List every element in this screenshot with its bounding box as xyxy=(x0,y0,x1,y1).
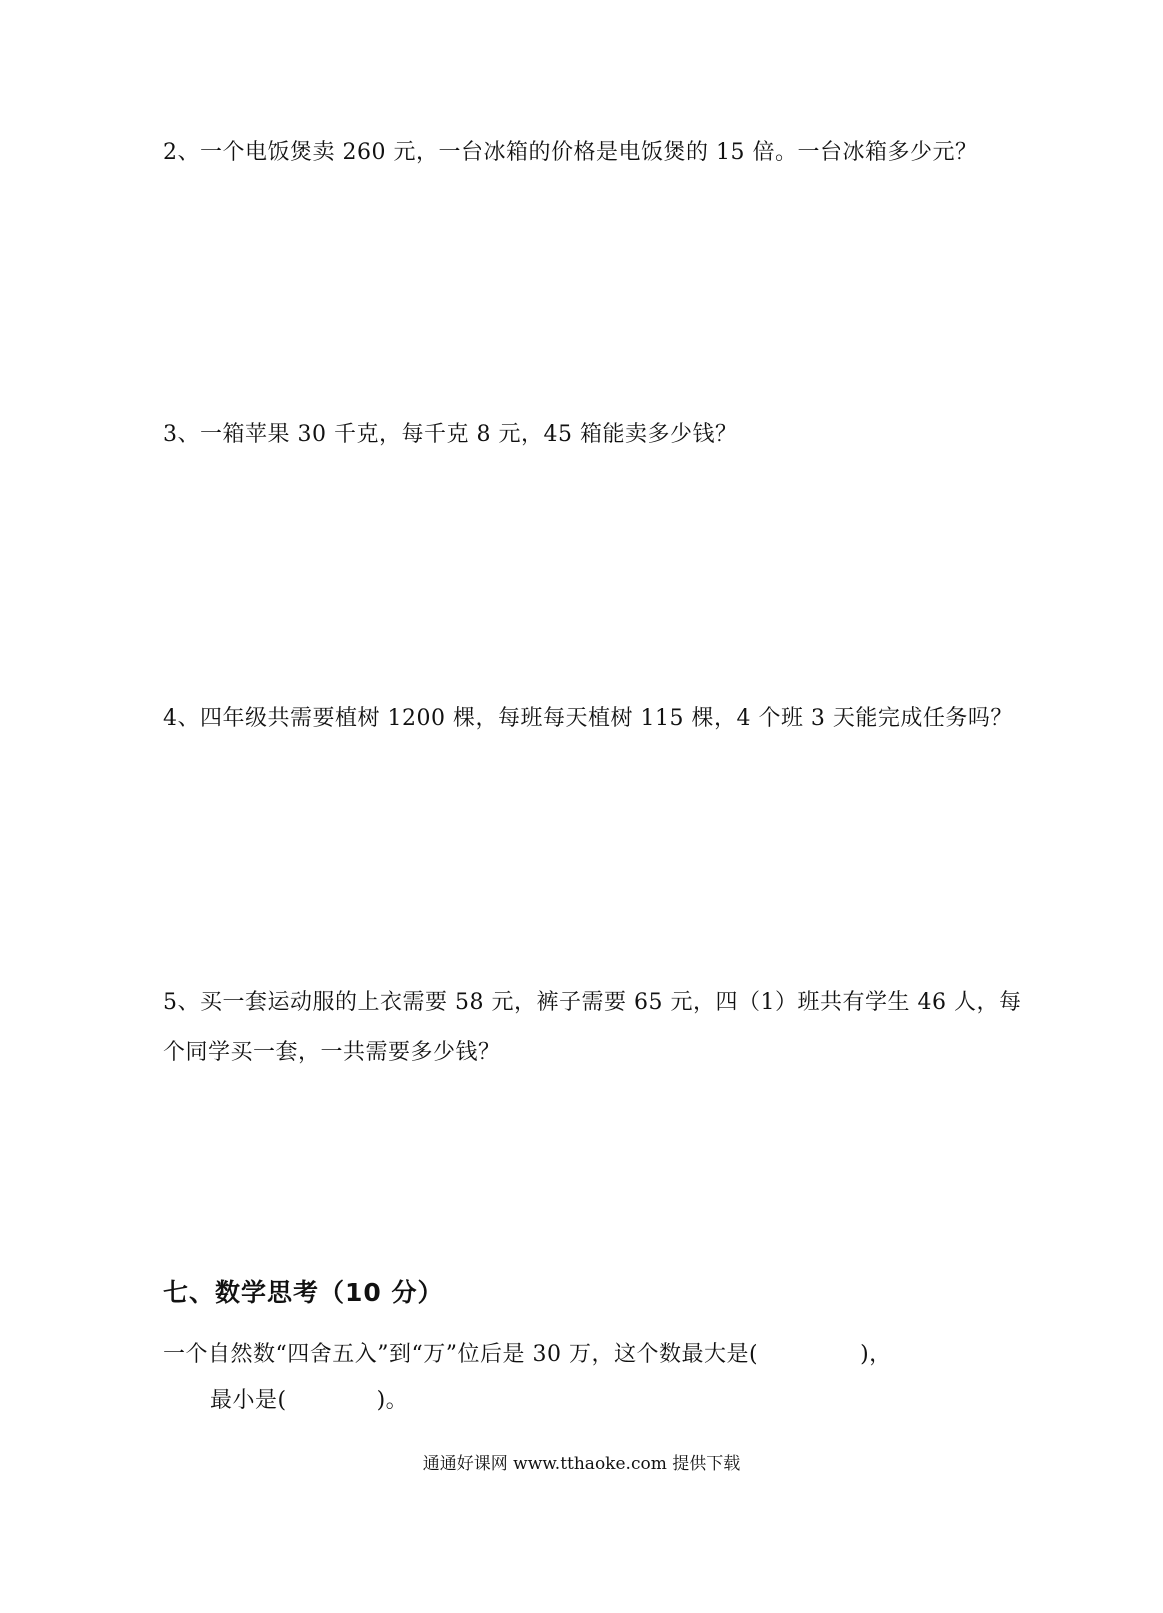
math-thinking-line-2 xyxy=(210,1386,408,1416)
question-5-line-2: 个同学买一套，一共需要多少钱？ xyxy=(163,1040,501,1065)
math-thinking-text-1-end: )， xyxy=(860,1342,892,1367)
math-thinking-text-2-end: )。 xyxy=(376,1388,409,1413)
math-thinking-text-2: 最小是( xyxy=(210,1388,287,1413)
math-thinking-text-1: 一个自然数“四舍五入”到“万”位后是 30 万，这个数最大是( xyxy=(163,1342,759,1367)
question-3: 3、一箱苹果 30 千克，每千克 8 元，45 箱能卖多少钱？ xyxy=(163,422,738,447)
footer-credit: 通通好课网 www.tthaoke.com 提供下载 xyxy=(422,1454,741,1474)
math-thinking-line-1 xyxy=(163,1340,892,1370)
question-5-line-1: 5、买一套运动服的上衣需要 58 元，裤子需要 65 元，四（1）班共有学生 46 人，每 xyxy=(163,990,1022,1015)
section-7-title: 七、数学思考（10 分） xyxy=(163,1278,444,1307)
question-4: 4、四年级共需要植树 1200 棵，每班每天植树 115 棵，4 个班 3 天能完成任务吗？ xyxy=(163,706,1013,731)
question-2: 2、一个电饭煲卖 260 元，一台冰箱的价格是电饭煲的 15 倍。一台冰箱多少元？ xyxy=(163,140,978,165)
